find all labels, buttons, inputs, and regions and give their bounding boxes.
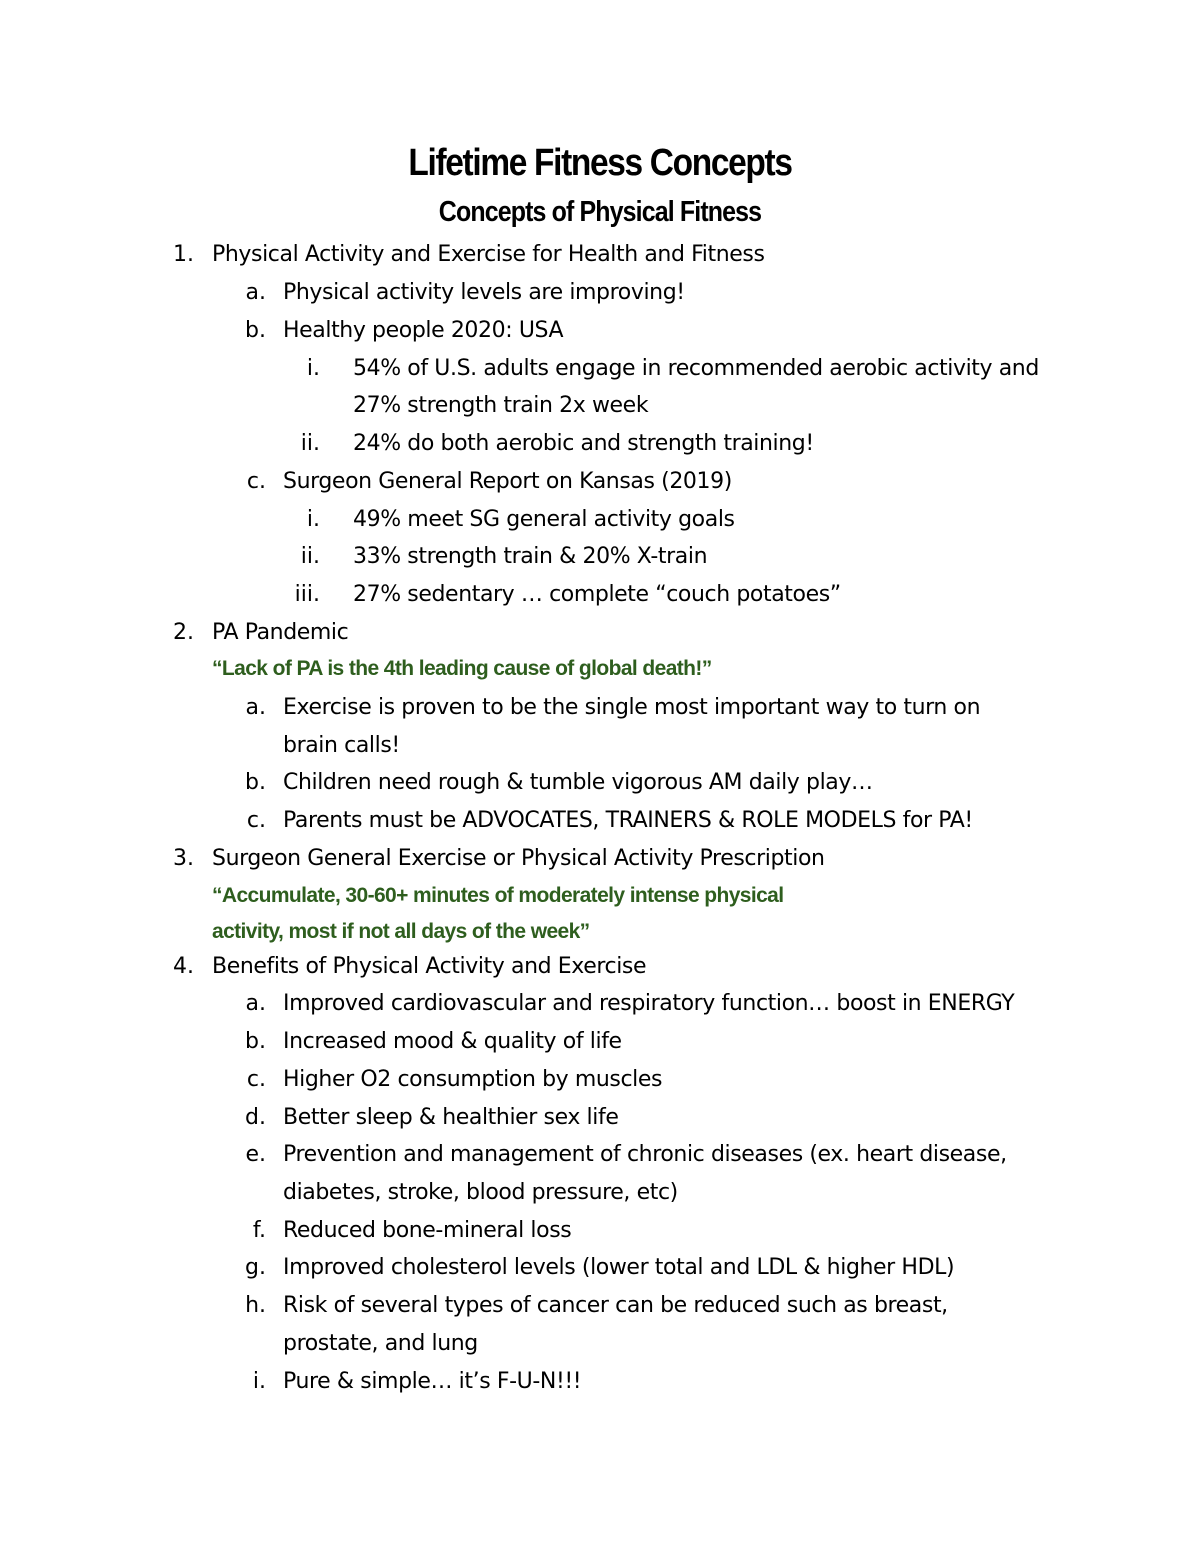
section-3-heading: Surgeon General Exercise or Physical Activity Prescription bbox=[212, 846, 825, 871]
item-4i-marker: i. bbox=[252, 1369, 266, 1394]
item-4e-text-line1: Prevention and management of chronic diseases (ex. heart disease, bbox=[283, 1142, 1007, 1167]
item-2c-marker: c. bbox=[246, 808, 266, 833]
item-4c-marker: c. bbox=[246, 1067, 266, 1092]
item-4i-text: Pure & simple… it’s F-U-N!!! bbox=[283, 1369, 582, 1394]
item-4e-marker: e. bbox=[245, 1142, 266, 1167]
item-2c-text: Parents must be ADVOCATES, TRAINERS & ROLE MODELS for PA! bbox=[283, 808, 973, 833]
section-1-number: 1. bbox=[173, 242, 194, 267]
item-2a-text-line1: Exercise is proven to be the single most important way to turn on bbox=[283, 695, 981, 720]
item-2b-marker: b. bbox=[245, 770, 266, 795]
item-4f-text: Reduced bone-mineral loss bbox=[283, 1218, 572, 1243]
page-title: Lifetime Fitness Concepts bbox=[408, 142, 792, 184]
item-1c-marker: c. bbox=[246, 469, 266, 494]
item-4a-marker: a. bbox=[245, 991, 266, 1016]
item-4b-marker: b. bbox=[245, 1029, 266, 1054]
item-1c-text: Surgeon General Report on Kansas (2019) bbox=[283, 469, 732, 494]
page-subtitle: Concepts of Physical Fitness bbox=[438, 196, 762, 228]
item-4b-text: Increased mood & quality of life bbox=[283, 1029, 622, 1054]
item-1c-ii-marker: ii. bbox=[300, 544, 320, 569]
section-4-heading: Benefits of Physical Activity and Exercise bbox=[212, 954, 647, 979]
item-4h-marker: h. bbox=[245, 1293, 266, 1318]
item-4c-text: Higher O2 consumption by muscles bbox=[283, 1067, 663, 1092]
item-1b-ii-marker: ii. bbox=[300, 431, 320, 456]
item-4e-text-line2: diabetes, stroke, blood pressure, etc) bbox=[283, 1180, 678, 1205]
item-2a-marker: a. bbox=[245, 695, 266, 720]
item-1c-i-text: 49% meet SG general activity goals bbox=[353, 507, 735, 532]
section-2-quote: “Lack of PA is the 4th leading cause of global death!” bbox=[212, 657, 712, 680]
item-4g-marker: g. bbox=[245, 1255, 266, 1280]
section-3-quote-line2: activity, most if not all days of the week” bbox=[212, 920, 590, 943]
item-1c-iii-text: 27% sedentary … complete “couch potatoes” bbox=[353, 582, 841, 607]
item-4h-text-line1: Risk of several types of cancer can be reduced such as breast, bbox=[283, 1293, 948, 1318]
section-1-heading: Physical Activity and Exercise for Health and Fitness bbox=[212, 242, 765, 267]
item-1b-i-marker: i. bbox=[306, 356, 320, 381]
section-4-number: 4. bbox=[173, 954, 194, 979]
item-4h-text-line2: prostate, and lung bbox=[283, 1331, 478, 1356]
item-1c-iii-marker: iii. bbox=[294, 582, 320, 607]
item-1b-text: Healthy people 2020: USA bbox=[283, 318, 564, 343]
section-3-quote-line1: “Accumulate, 30-60+ minutes of moderately intense physical bbox=[212, 884, 784, 907]
item-4d-text: Better sleep & healthier sex life bbox=[283, 1105, 619, 1130]
item-4a-text: Improved cardiovascular and respiratory function… boost in ENERGY bbox=[283, 991, 1015, 1016]
item-4g-text: Improved cholesterol levels (lower total and LDL & higher HDL) bbox=[283, 1255, 955, 1280]
item-1b-ii-text: 24% do both aerobic and strength training! bbox=[353, 431, 814, 456]
item-1a-marker: a. bbox=[245, 280, 266, 305]
item-2a-text-line2: brain calls! bbox=[283, 733, 400, 758]
item-2b-text: Children need rough & tumble vigorous AM daily play… bbox=[283, 770, 873, 795]
item-1c-ii-text: 33% strength train & 20% X-train bbox=[353, 544, 708, 569]
section-2-heading: PA Pandemic bbox=[212, 620, 349, 645]
item-1b-marker: b. bbox=[245, 318, 266, 343]
section-2-number: 2. bbox=[173, 620, 194, 645]
item-1c-i-marker: i. bbox=[306, 507, 320, 532]
item-1a-text: Physical activity levels are improving! bbox=[283, 280, 685, 305]
item-1b-i-text-line2: 27% strength train 2x week bbox=[353, 393, 649, 418]
section-3-number: 3. bbox=[173, 846, 194, 871]
item-4f-marker: f. bbox=[252, 1218, 266, 1243]
item-4d-marker: d. bbox=[245, 1105, 266, 1130]
item-1b-i-text-line1: 54% of U.S. adults engage in recommended aerobic activity and bbox=[353, 356, 1039, 381]
